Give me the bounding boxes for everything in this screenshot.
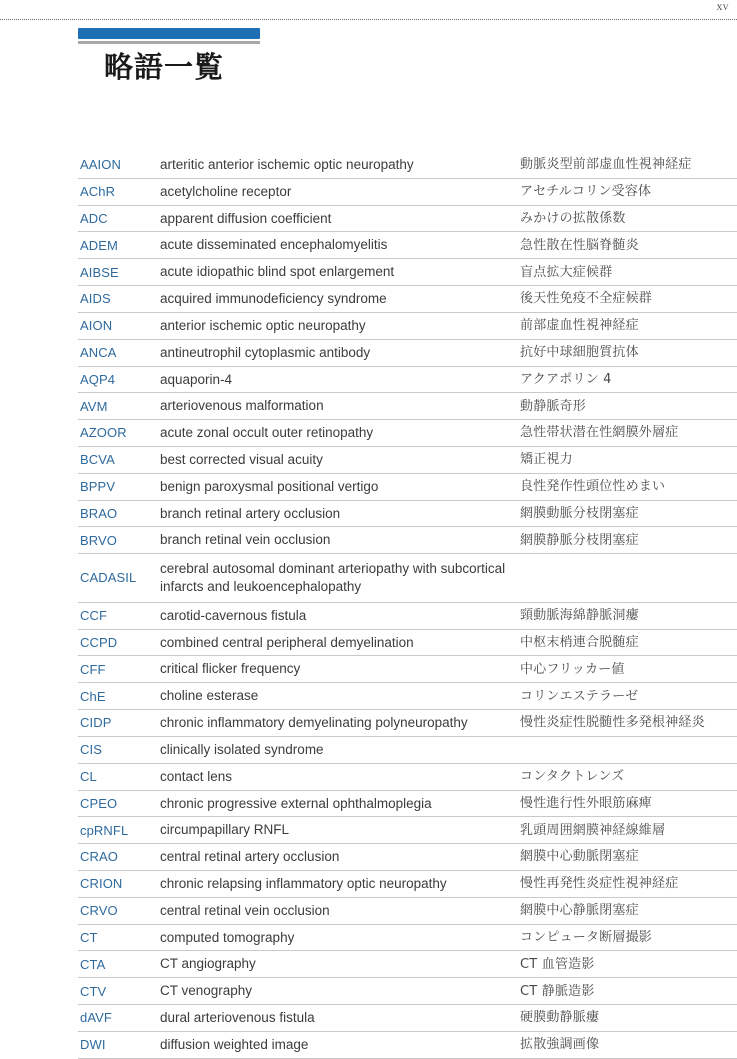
japanese-term-cell: 中心フリッカー値 [520, 661, 625, 677]
japanese-term-cell: 前部虚血性視神経症 [520, 318, 639, 334]
term-cell: apparent diffusion coefficient [160, 210, 332, 226]
abbreviation-cell: AIDS [80, 291, 111, 307]
japanese-term-cell: 抗好中球細胞質抗体 [520, 345, 639, 361]
japanese-term-cell: 網膜静脈分枝閉塞症 [520, 532, 639, 548]
japanese-term-cell: アセチルコリン受容体 [520, 184, 652, 200]
japanese-term-cell: 後天性免疫不全症候群 [520, 291, 653, 307]
japanese-term-cell: 慢性再発性炎症性視神経症 [520, 876, 679, 892]
table-row [78, 978, 737, 1005]
japanese-term-cell: 拡散強調画像 [520, 1037, 600, 1053]
term-cell: chronic progressive external ophthalmoplegia [160, 795, 432, 811]
abbreviation-cell: BCVA [80, 452, 115, 468]
abbreviation-cell: CCPD [80, 634, 118, 650]
japanese-term-cell: 慢性炎症性脱髄性多発根神経炎 [520, 715, 705, 731]
japanese-term-cell: 慢性進行性外眼筋麻痺 [520, 795, 653, 811]
abbreviation-cell: AQP4 [80, 371, 116, 387]
japanese-term-cell: 急性散在性脳脊髄炎 [520, 237, 639, 253]
abbreviation-cell: BRAO [80, 505, 118, 521]
table-row [78, 1031, 737, 1058]
abbreviation-cell: AIBSE [80, 264, 119, 280]
term-cell: acute disseminated encephalomyelitis [160, 237, 388, 253]
abbreviation-cell: CT [80, 929, 98, 945]
abbreviation-cell: CIDP [80, 715, 112, 731]
term-cell: acute zonal occult outer retinopathy [160, 425, 374, 441]
term-cell: anterior ischemic optic neuropathy [160, 317, 366, 333]
table-row [78, 1005, 737, 1032]
table-row [78, 602, 737, 629]
term-cell: central retinal artery occlusion [160, 849, 340, 865]
term-cell: chronic inflammatory demyelinating polyneuropathy [160, 715, 468, 731]
table-row [78, 763, 737, 790]
term-cell: contact lens [160, 768, 233, 784]
table-row [78, 393, 737, 420]
table-row [78, 629, 737, 656]
abbreviation-cell: AION [80, 318, 113, 334]
abbreviation-cell: dAVF [80, 1010, 112, 1026]
abbreviation-cell: ChE [80, 688, 106, 704]
term-cell: acute idiopathic blind spot enlargement [160, 264, 395, 280]
abbreviation-cell: AZOOR [80, 425, 127, 441]
japanese-term-cell [516, 736, 737, 763]
table-row [78, 205, 737, 232]
title-block [78, 28, 678, 83]
table-row [78, 870, 737, 897]
table-row [78, 736, 737, 763]
term-cell: chronic relapsing inflammatory optic neuropathy [160, 875, 447, 891]
abbreviation-table [78, 152, 737, 1059]
term-cell: CT venography [160, 983, 253, 999]
title-accent-bar [78, 28, 260, 39]
table-row [78, 683, 737, 710]
abbreviation-cell: AChR [80, 184, 116, 200]
abbreviation-cell: CRION [80, 876, 123, 892]
table-row [78, 473, 737, 500]
japanese-term-cell: 良性発作性頭位性めまい [520, 479, 666, 495]
abbreviation-cell: CRVO [80, 903, 118, 919]
term-cell: arteriovenous malformation [160, 398, 324, 414]
term-cell: antineutrophil cytoplasmic antibody [160, 344, 371, 360]
japanese-term-cell: CT 静脈造影 [520, 983, 595, 999]
term-cell: benign paroxysmal positional vertigo [160, 478, 379, 494]
abbreviation-cell: CIS [80, 742, 102, 758]
table-row [78, 286, 737, 313]
japanese-term-cell: 矯正視力 [520, 452, 573, 468]
header-rule [0, 19, 737, 20]
japanese-term-cell: コンピュータ断層撮影 [520, 929, 653, 945]
table-row [78, 710, 737, 737]
table-row [78, 844, 737, 871]
term-cell: branch retinal vein occlusion [160, 532, 331, 548]
japanese-term-cell: 動静脈奇形 [520, 398, 587, 414]
japanese-term-cell: 動脈炎型前部虚血性視神経症 [520, 157, 692, 173]
japanese-term-cell: CT 血管造影 [520, 956, 595, 972]
japanese-term-cell: 盲点拡大症候群 [520, 264, 613, 280]
term-cell: best corrected visual acuity [160, 451, 323, 467]
abbreviation-cell: DWI [80, 1037, 106, 1053]
table-row [78, 951, 737, 978]
term-cell: choline esterase [160, 688, 259, 704]
page-number: xv [716, 1, 729, 13]
term-cell: diffusion weighted image [160, 1036, 309, 1052]
table-row [78, 232, 737, 259]
abbreviation-cell: CTV [80, 983, 107, 999]
term-cell: CT angiography [160, 956, 256, 972]
abbreviation-cell: CL [80, 769, 97, 785]
abbreviation-cell: CTA [80, 956, 106, 972]
japanese-term-cell: 急性帯状潜在性網膜外層症 [520, 425, 679, 441]
abbreviation-cell: BRVO [80, 532, 118, 548]
term-cell: aquaporin-4 [160, 371, 233, 387]
table-row [78, 897, 737, 924]
japanese-term-cell: 頸動脈海綿静脈洞瘻 [520, 608, 639, 624]
abbreviation-cell: CADASIL [80, 570, 137, 586]
japanese-term-cell: 中枢末梢連合脱髄症 [520, 634, 639, 650]
table-row [78, 790, 737, 817]
table-row [78, 656, 737, 683]
japanese-term-cell: 網膜中心動脈閉塞症 [520, 849, 639, 865]
japanese-term-cell [516, 554, 737, 603]
term-cell: arteritic anterior ischemic optic neuropathy [160, 157, 414, 172]
abbreviation-cell: BPPV [80, 479, 116, 495]
japanese-term-cell: コンタクトレンズ [520, 769, 625, 785]
japanese-term-cell: 網膜中心静脈閉塞症 [520, 903, 639, 919]
abbreviation-cell: ADC [80, 210, 108, 226]
table-row [78, 312, 737, 339]
abbreviation-cell: CRAO [80, 849, 118, 865]
abbreviation-cell: AVM [80, 398, 108, 414]
page-title: 略語一覧 [104, 50, 225, 84]
term-cell: critical flicker frequency [160, 661, 301, 677]
table-row [78, 817, 737, 844]
term-cell: acquired immunodeficiency syndrome [160, 291, 387, 307]
japanese-term-cell: みかけの拡散係数 [520, 210, 626, 226]
abbreviation-cell: ADEM [80, 237, 118, 253]
table-row [78, 446, 737, 473]
term-cell: central retinal vein occlusion [160, 902, 330, 918]
term-cell: combined central peripheral demyelination [160, 634, 414, 650]
term-cell: carotid-cavernous fistula [160, 607, 307, 623]
term-cell: clinically isolated syndrome [160, 741, 324, 757]
term-cell: cerebral autosomal dominant arteriopathy with subcortical infarcts and leukoencephalopathy [160, 561, 506, 594]
abbreviation-cell: cpRNFL [80, 822, 129, 838]
table-row [78, 178, 737, 205]
japanese-term-cell: 網膜動脈分枝閉塞症 [520, 505, 639, 521]
term-cell: computed tomography [160, 929, 295, 945]
title-underline [78, 41, 260, 44]
abbreviation-cell: CCF [80, 608, 108, 624]
abbreviation-table-body [78, 152, 737, 1058]
table-row [78, 420, 737, 447]
table-row [78, 259, 737, 286]
running-head [0, 0, 737, 22]
abbreviation-cell: AAION [80, 157, 121, 173]
abbreviation-cell: ANCA [80, 345, 117, 361]
term-cell: circumpapillary RNFL [160, 822, 290, 838]
table-row [78, 339, 737, 366]
table-row [78, 527, 737, 554]
table-row [78, 554, 737, 603]
term-cell: acetylcholine receptor [160, 183, 292, 199]
table-row [78, 500, 737, 527]
table-row [78, 924, 737, 951]
japanese-term-cell: コリンエステラーゼ [520, 688, 639, 704]
abbreviation-cell: CFF [80, 661, 106, 677]
table-row [78, 152, 737, 178]
table-row [78, 366, 737, 393]
japanese-term-cell: アクアポリン 4 [520, 371, 612, 387]
abbreviation-cell: CPEO [80, 795, 118, 811]
term-cell: dural arteriovenous fistula [160, 1010, 315, 1025]
japanese-term-cell: 乳頭周囲網膜神経線維層 [520, 822, 666, 838]
japanese-term-cell: 硬膜動静脈瘻 [520, 1010, 600, 1026]
term-cell: branch retinal artery occlusion [160, 505, 341, 521]
